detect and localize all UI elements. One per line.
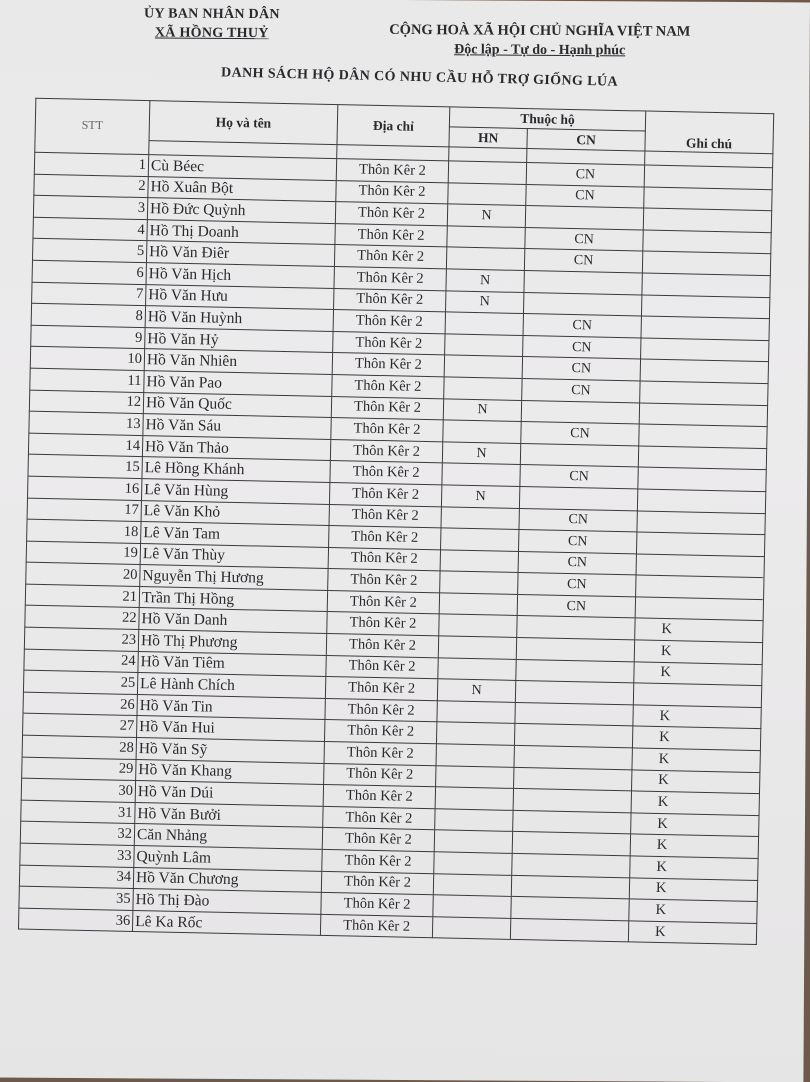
household-address: Thôn Kêr 2 (329, 504, 441, 528)
note-mark: K (631, 813, 759, 837)
row-number: 36 (18, 908, 132, 932)
note-mark (639, 424, 767, 448)
row-number: 8 (31, 303, 145, 327)
row-number: 12 (29, 390, 143, 414)
note-mark (644, 165, 772, 189)
cn-mark: CN (524, 249, 642, 273)
note-mark: K (628, 921, 756, 945)
household-address: Thôn Kêr 2 (330, 439, 442, 463)
agency-header (112, 4, 312, 43)
household-name: Hồ Văn Hịch (146, 263, 334, 289)
hn-mark (435, 787, 513, 810)
note-mark (638, 446, 766, 470)
note-mark (641, 316, 769, 340)
hn-mark (448, 161, 526, 184)
household-address: Thôn Kêr 2 (326, 655, 438, 679)
hn-mark (445, 334, 523, 357)
cn-mark (520, 443, 638, 467)
row-number: 34 (19, 865, 133, 889)
note-mark (642, 251, 770, 275)
row-number: 32 (20, 822, 134, 846)
header-household-group: Thuộc hộ (449, 107, 645, 131)
cn-mark: CN (523, 335, 641, 359)
row-number: 33 (20, 843, 134, 867)
note-mark (641, 295, 769, 319)
cn-mark: CN (518, 551, 636, 575)
household-address: Thôn Kêr 2 (334, 245, 446, 269)
hn-mark (436, 744, 514, 767)
cn-mark: CN (519, 508, 637, 532)
household-table (18, 98, 774, 946)
note-mark: K (632, 748, 760, 772)
hn-mark: N (442, 442, 520, 465)
cn-mark (521, 400, 639, 424)
note-mark: K (634, 662, 762, 686)
row-number: 1 (34, 152, 148, 176)
cn-mark: CN (526, 184, 644, 208)
hn-mark (444, 377, 522, 400)
agency-name: ỦY BAN NHÂN DÂN (143, 6, 280, 23)
row-number: 24 (24, 649, 138, 673)
cn-mark (515, 702, 633, 726)
household-address: Thôn Kêr 2 (327, 612, 439, 636)
hn-mark: N (446, 269, 524, 292)
note-mark: K (629, 877, 757, 901)
hn-mark (438, 657, 516, 680)
header-address: Địa chỉ (337, 105, 450, 147)
household-address: Thôn Kêr 2 (331, 396, 443, 420)
household-address: Thôn Kêr 2 (321, 893, 433, 917)
hn-mark: N (437, 679, 515, 702)
row-number: 2 (34, 174, 148, 198)
household-address: Thôn Kêr 2 (327, 590, 439, 614)
household-name: Lê Văn Tam (141, 522, 329, 548)
household-address: Thôn Kêr 2 (336, 180, 448, 204)
household-address: Thôn Kêr 2 (336, 159, 448, 183)
hn-mark (433, 895, 511, 918)
household-address: Thôn Kêr 2 (324, 720, 436, 744)
cn-mark (510, 918, 628, 942)
hn-mark: N (447, 204, 525, 227)
national-header (360, 20, 720, 62)
note-mark (637, 489, 765, 513)
hn-mark (440, 550, 518, 573)
row-number: 14 (28, 433, 142, 457)
note-mark (641, 338, 769, 362)
cn-mark (513, 789, 631, 813)
note-mark: K (631, 791, 759, 815)
hn-mark (439, 614, 517, 637)
row-number: 6 (32, 260, 146, 284)
nation-motto: Độc lập - Tự do - Hạnh phúc (454, 42, 626, 59)
hn-mark (433, 873, 511, 896)
household-name: Nguyễn Thị Hương (140, 565, 328, 591)
household-name: Hồ Văn Hui (137, 716, 325, 742)
row-number: 7 (32, 282, 146, 306)
household-address: Thôn Kêr 2 (335, 202, 447, 226)
cn-mark (514, 767, 632, 791)
note-mark (633, 683, 761, 707)
note-mark: K (630, 856, 758, 880)
household-name: Lê Văn Thùy (140, 543, 328, 569)
hn-mark (436, 722, 514, 745)
household-address: Thôn Kêr 2 (323, 785, 435, 809)
hn-mark (440, 571, 518, 594)
household-address: Thôn Kêr 2 (324, 763, 436, 787)
hn-mark (443, 420, 521, 443)
cn-mark (512, 832, 630, 856)
household-address: Thôn Kêr 2 (331, 418, 443, 442)
cn-mark (524, 270, 642, 294)
household-name: Hồ Văn Chương (133, 867, 321, 893)
header-hn: HN (449, 127, 527, 149)
hn-mark (439, 593, 517, 616)
household-address: Thôn Kêr 2 (333, 310, 445, 334)
note-mark: K (632, 770, 760, 794)
row-number: 9 (31, 325, 145, 349)
cn-mark: CN (522, 357, 640, 381)
household-name: Hồ Văn Tin (137, 694, 325, 720)
cn-mark: CN (519, 530, 637, 554)
row-number: 23 (24, 627, 138, 651)
hn-mark (437, 701, 515, 724)
row-number: 29 (22, 757, 136, 781)
household-name: Hồ Văn Khang (136, 759, 324, 785)
cn-mark (525, 206, 643, 230)
household-name: Hồ Văn Nhiên (144, 349, 332, 375)
hn-mark: N (443, 398, 521, 421)
row-number: 27 (23, 714, 137, 738)
household-name: Trần Thị Hồng (139, 586, 327, 612)
household-name: Lê Hành Chích (137, 673, 325, 699)
household-name: Hồ Văn Hỷ (145, 327, 333, 353)
cn-mark (511, 897, 629, 921)
hn-mark (442, 463, 520, 486)
household-name: Hồ Văn Dúi (135, 781, 323, 807)
row-number: 10 (30, 347, 144, 371)
cn-mark (519, 486, 637, 510)
household-address: Thôn Kêr 2 (321, 871, 433, 895)
household-name: Lê Hồng Khánh (142, 457, 330, 483)
note-mark (640, 359, 768, 383)
household-name: Quỳnh Lâm (134, 845, 322, 871)
hn-mark (441, 506, 519, 529)
cn-mark (514, 724, 632, 748)
hn-mark: N (441, 485, 519, 508)
household-name: Hồ Thị Phương (138, 630, 326, 656)
cn-mark (511, 875, 629, 899)
household-address: Thôn Kêr 2 (326, 634, 438, 658)
row-number: 31 (21, 800, 135, 824)
household-address: Thôn Kêr 2 (334, 267, 446, 291)
household-name: Hồ Văn Quốc (143, 392, 331, 418)
row-number: 3 (33, 195, 147, 219)
note-mark (639, 402, 767, 426)
note-mark (640, 381, 768, 405)
household-name: Lê Văn Hùng (141, 478, 329, 504)
note-mark (638, 467, 766, 491)
row-number: 30 (21, 778, 135, 802)
note-mark: K (632, 726, 760, 750)
note-mark: K (630, 834, 758, 858)
cn-mark: CN (522, 378, 640, 402)
note-mark (636, 554, 764, 578)
header-note: Ghi chú (645, 111, 774, 154)
household-address: Thôn Kêr 2 (322, 849, 434, 873)
household-address: Thôn Kêr 2 (324, 741, 436, 765)
cn-mark (516, 638, 634, 662)
row-number: 25 (23, 670, 137, 694)
cn-mark (514, 745, 632, 769)
household-name: Hồ Văn Điêr (146, 241, 334, 267)
household-address: Thôn Kêr 2 (329, 482, 441, 506)
row-number: 13 (29, 411, 143, 435)
hn-mark: N (445, 290, 523, 313)
cn-mark: CN (521, 422, 639, 446)
note-mark: K (635, 618, 763, 642)
household-name: Hồ Văn Tiêm (138, 651, 326, 677)
household-address: Thôn Kêr 2 (335, 223, 447, 247)
household-name: Hồ Văn Pao (144, 371, 332, 397)
row-number: 4 (33, 217, 147, 241)
row-number: 20 (26, 562, 140, 586)
cn-mark: CN (517, 594, 635, 618)
household-address: Thôn Kêr 2 (334, 288, 446, 312)
cn-mark (516, 659, 634, 683)
note-mark: K (633, 705, 761, 729)
household-name: Lê Văn Khỏ (141, 500, 329, 526)
cn-mark: CN (523, 314, 641, 338)
note-mark (636, 532, 764, 556)
row-number: 21 (25, 584, 139, 608)
household-address: Thôn Kêr 2 (323, 806, 435, 830)
row-number: 16 (28, 476, 142, 500)
table-body (18, 152, 772, 945)
cn-mark (513, 810, 631, 834)
household-address: Thôn Kêr 2 (332, 353, 444, 377)
note-mark (635, 597, 763, 621)
cn-mark (515, 681, 633, 705)
note-mark: K (629, 899, 757, 923)
hn-mark (434, 852, 512, 875)
household-name: Lê Ka Rốc (132, 910, 320, 936)
cn-mark: CN (526, 163, 644, 187)
household-name: Hồ Văn Hưu (146, 284, 334, 310)
hn-mark (446, 247, 524, 270)
header-name: Họ và tên (149, 101, 338, 145)
household-name: Căn Nhảng (134, 824, 322, 850)
hn-mark (448, 183, 526, 206)
household-address: Thôn Kêr 2 (333, 331, 445, 355)
note-mark (642, 273, 770, 297)
cn-mark: CN (525, 227, 643, 251)
row-number: 5 (32, 239, 146, 263)
household-address: Thôn Kêr 2 (330, 461, 442, 485)
row-number: 19 (26, 541, 140, 565)
commune-name: XÃ HỒNG THUỶ (154, 25, 269, 42)
cn-mark (517, 616, 635, 640)
note-mark (636, 575, 764, 599)
household-address: Thôn Kêr 2 (328, 547, 440, 571)
household-name: Hồ Văn Thảo (142, 435, 330, 461)
row-number: 17 (27, 498, 141, 522)
household-name: Hồ Thị Đào (133, 889, 321, 915)
hn-mark (432, 917, 510, 940)
row-number: 26 (23, 692, 137, 716)
row-number: 22 (25, 606, 139, 630)
note-mark: K (634, 640, 762, 664)
household-name: Hồ Văn Bưởi (135, 802, 323, 828)
row-number: 28 (22, 735, 136, 759)
household-address: Thôn Kêr 2 (328, 569, 440, 593)
hn-mark (444, 355, 522, 378)
cn-mark: CN (520, 465, 638, 489)
row-number: 11 (30, 368, 144, 392)
household-name: Hồ Văn Sáu (143, 414, 331, 440)
hn-mark (436, 765, 514, 788)
header-cn: CN (527, 129, 645, 151)
note-mark (644, 187, 772, 211)
header-stt: STT (35, 98, 150, 154)
document-title: DANH SÁCH HỘ DÂN CÓ NHU CẦU HỖ TRỢ GIỐNG LÚA (220, 65, 619, 90)
household-address: Thôn Kêr 2 (329, 526, 441, 550)
household-name: Hồ Văn Huỳnh (145, 306, 333, 332)
row-number: 35 (19, 886, 133, 910)
household-address: Thôn Kêr 2 (325, 698, 437, 722)
hn-mark (447, 226, 525, 249)
household-name: Hồ Thị Doanh (147, 219, 335, 245)
household-name: Hồ Văn Sỹ (136, 738, 324, 764)
hn-mark (438, 636, 516, 659)
row-number: 15 (28, 454, 142, 478)
hn-mark (441, 528, 519, 551)
nation-name: CỘNG HOÀ XÃ HỘI CHỦ NGHĨA VIỆT NAM (389, 21, 691, 40)
hn-mark (434, 830, 512, 853)
cn-mark: CN (518, 573, 636, 597)
note-mark (643, 230, 771, 254)
row-number: 18 (27, 519, 141, 543)
household-address: Thôn Kêr 2 (322, 828, 434, 852)
hn-mark (445, 312, 523, 335)
household-name: Cù Béec (148, 155, 336, 181)
note-mark (637, 510, 765, 534)
household-address: Thôn Kêr 2 (325, 677, 437, 701)
household-address: Thôn Kêr 2 (320, 914, 432, 938)
household-name: Hồ Xuân Bột (148, 176, 336, 202)
cn-mark (523, 292, 641, 316)
household-name: Hồ Đức Quỳnh (147, 198, 335, 224)
hn-mark (435, 809, 513, 832)
cn-mark (512, 853, 630, 877)
note-mark (643, 208, 771, 232)
household-address: Thôn Kêr 2 (332, 374, 444, 398)
household-name: Hồ Văn Danh (139, 608, 327, 634)
